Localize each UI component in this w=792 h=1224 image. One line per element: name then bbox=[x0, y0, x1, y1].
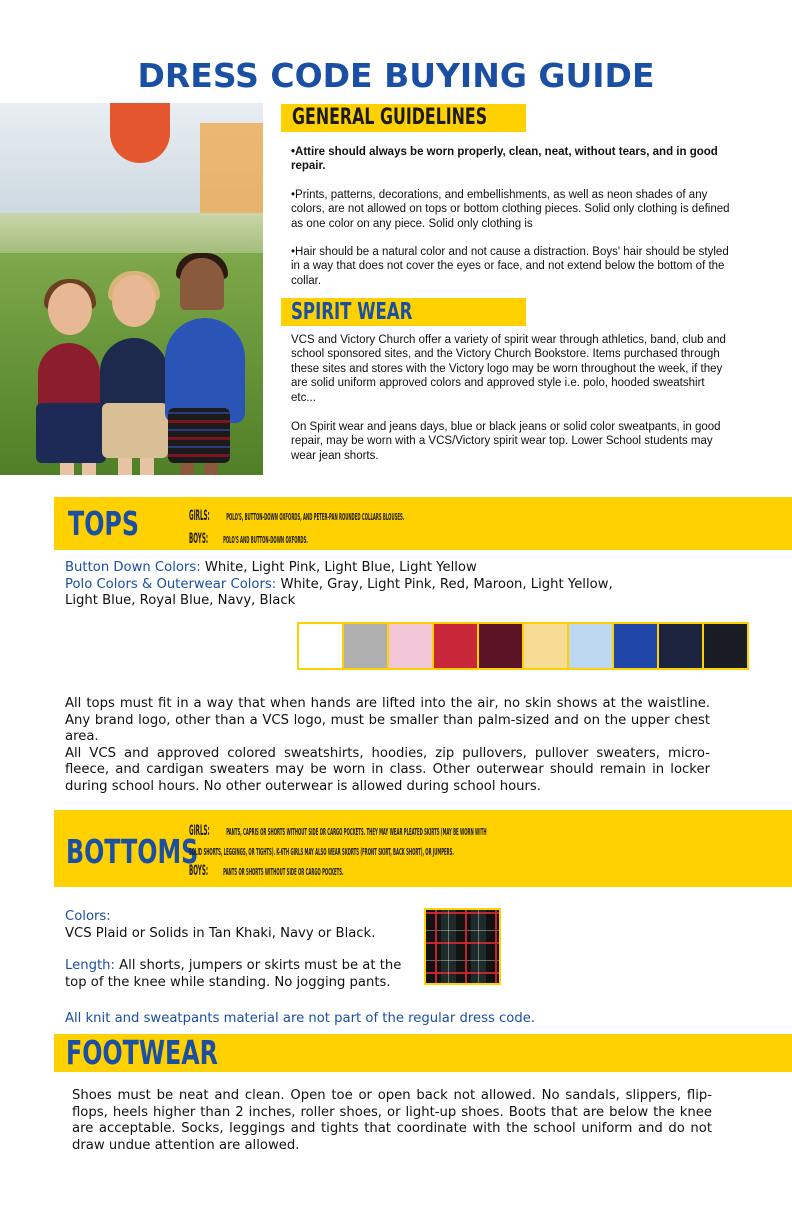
tops-rule-outerwear: All VCS and approved colored sweatshirts, hoodies, zip pullovers, pullover sweaters, micro-fleece, and cardigan sweaters may be worn in class. Other outerwear should remain in locker during school hours. No other outerwear is allowed during school hours. bbox=[65, 745, 710, 794]
bottoms-colors-label: Colors: bbox=[65, 909, 111, 924]
color-swatch bbox=[614, 624, 657, 668]
polo-colors-2: Light Blue, Royal Blue, Navy, Black bbox=[65, 593, 296, 608]
polo-label: Polo Colors & Outerwear Colors: bbox=[65, 576, 277, 592]
color-swatch bbox=[344, 624, 387, 668]
color-swatch bbox=[389, 624, 432, 668]
guideline-attire: •Attire should always be worn properly, clean, neat, without tears, and in good repair. bbox=[291, 146, 718, 173]
color-swatch bbox=[704, 624, 747, 668]
tops-rules bbox=[65, 696, 710, 795]
spirit-wear-text-2: On Spirit wear and jeans days, blue or black jeans or solid color sweatpants, in good repair, may be worn with a VCS/Victory spirit wear top. Lower School students may wear jean shorts. bbox=[291, 421, 721, 462]
tops-rule-fit: All tops must fit in a way that when hands are lifted into the air, no skin shows at the waistline. Any brand logo, other than a VCS logo, must be smaller than palm-sized and on the upper chest area. bbox=[65, 696, 710, 744]
footwear-heading: FOOTWEAR bbox=[66, 1033, 218, 1072]
button-down-label: Button Down Colors: bbox=[65, 560, 201, 575]
guideline-prints: •Prints, patterns, decorations, and embellishments, as well as neon shades of any colors, are not allowed on tops or bottom clothing pieces. Solid only clothing is defined as one color on any piece. Solid only clothing is bbox=[291, 189, 730, 230]
students-photo bbox=[0, 103, 263, 475]
color-swatches bbox=[297, 622, 749, 670]
spirit-wear-heading: SPIRIT WEAR bbox=[291, 299, 413, 325]
page-title: DRESS CODE BUYING GUIDE bbox=[137, 56, 655, 95]
footwear-text: Shoes must be neat and clean. Open toe or open back not allowed. No sandals, slippers, flip-flops, heels higher than 2 inches, roller shoes, or light-up shoes. Boots that are below the knee are acceptable. Socks, leggings and tights that coordinate with the school uniform and do not draw undue attention are allowed. bbox=[72, 1088, 712, 1153]
tops-heading: TOPS bbox=[68, 504, 139, 543]
button-down-colors: White, Light Pink, Light Blue, Light Yellow bbox=[204, 560, 477, 575]
polo-colors: White, Gray, Light Pink, Red, Maroon, Light Yellow, bbox=[280, 576, 613, 592]
spirit-wear-text-1: VCS and Victory Church offer a variety of spirit wear through athletics, band, club and school sponsored sites, and the Victory Church Bookstore. Items purchased through these sites and stores with the Victory logo may be worn throughout the week, if they are solid uniform approved colors and approved style i.e. polo, hooded sweatshirt etc... bbox=[291, 334, 726, 404]
bottoms-colors-text: VCS Plaid or Solids in Tan Khaki, Navy or Black. bbox=[65, 925, 376, 941]
color-swatch bbox=[659, 624, 702, 668]
bottoms-heading: BOTTOMS bbox=[66, 832, 199, 871]
tops-boys: BOYS: POLO'S AND BUTTON-DOWN OXFORDS. bbox=[189, 531, 308, 547]
plaid-swatch bbox=[424, 908, 501, 985]
color-swatch bbox=[569, 624, 612, 668]
knit-note: All knit and sweatpants material are not part of the regular dress code. bbox=[65, 1011, 536, 1026]
bottoms-girls-cont: SOLID SHORTS, LEGGINGS, OR TIGHTS). K-6TH GIRLS MAY ALSO WEAR SKORTS (FRONT SKIRT, BACK SHORT), OR JUMPERS. bbox=[189, 847, 454, 858]
bottoms-details bbox=[65, 909, 410, 991]
color-swatch bbox=[434, 624, 477, 668]
color-swatch bbox=[524, 624, 567, 668]
color-swatch bbox=[479, 624, 522, 668]
tops-colors bbox=[65, 560, 665, 610]
bottoms-girls: GIRLS: PANTS, CAPRIS OR SHORTS WITHOUT SIDE OR CARGO POCKETS. THEY MAY WEAR PLEATED SKIRTS (MAY BE WORN WITH bbox=[189, 823, 487, 839]
color-swatch bbox=[299, 624, 342, 668]
guideline-hair: •Hair should be a natural color and not cause a distraction. Boys' hair should be styled in a way that does not cover the eyes or face, and not extend below the bottom of the collar. bbox=[291, 246, 729, 287]
general-guidelines-heading: GENERAL GUIDELINES bbox=[281, 104, 526, 132]
tops-girls: GIRLS: POLO'S, BUTTON-DOWN OXFORDS, AND PETER-PAN ROUNDED COLLARS BLOUSES. bbox=[189, 508, 404, 524]
bottoms-boys: BOYS: PANTS OR SHORTS WITHOUT SIDE OR CARGO POCKETS. bbox=[189, 863, 344, 879]
bottoms-length-text: All shorts, jumpers or skirts must be at the top of the knee while standing. No jogging pants. bbox=[65, 958, 402, 990]
bottoms-length-label: Length: bbox=[65, 958, 115, 973]
